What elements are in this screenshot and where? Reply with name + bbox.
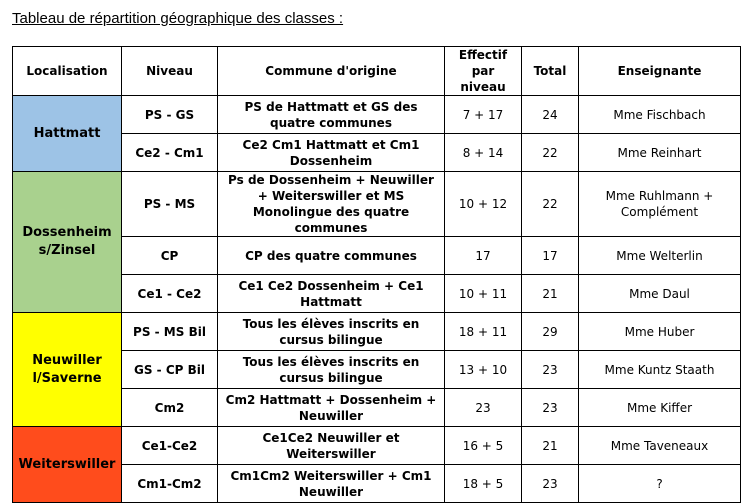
header-total: Total: [522, 47, 579, 96]
effectif-cell: 7 + 17: [445, 96, 522, 134]
niveau-cell: PS - MS Bil: [122, 313, 218, 351]
commune-cell: Tous les élèves inscrits en cursus bilingue: [218, 313, 445, 351]
effectif-cell: 10 + 12: [445, 172, 522, 237]
commune-cell: Ce2 Cm1 Hattmatt et Cm1 Dossenheim: [218, 134, 445, 172]
table-row: [13, 465, 741, 503]
header-localisation: Localisation: [13, 47, 122, 96]
enseignante-cell: Mme Taveneaux: [579, 427, 741, 465]
table-row: [13, 134, 741, 172]
enseignante-cell: Mme Reinhart: [579, 134, 741, 172]
table-row: [13, 237, 741, 275]
effectif-cell: 13 + 10: [445, 351, 522, 389]
effectif-cell: 18 + 11: [445, 313, 522, 351]
niveau-cell: Ce2 - Cm1: [122, 134, 218, 172]
table-row: [13, 172, 741, 237]
table-row: [13, 389, 741, 427]
effectif-cell: 17: [445, 237, 522, 275]
header-enseignante: Enseignante: [579, 47, 741, 96]
effectif-cell: 23: [445, 389, 522, 427]
total-cell: 22: [522, 172, 579, 237]
niveau-cell: GS - CP Bil: [122, 351, 218, 389]
commune-cell: Ce1Ce2 Neuwiller et Weiterswiller: [218, 427, 445, 465]
effectif-cell: 10 + 11: [445, 275, 522, 313]
commune-cell: Ce1 Ce2 Dossenheim + Ce1 Hattmatt: [218, 275, 445, 313]
total-cell: 23: [522, 351, 579, 389]
niveau-cell: Ce1 - Ce2: [122, 275, 218, 313]
enseignante-cell: Mme Ruhlmann + Complément: [579, 172, 741, 237]
header-commune: Commune d'origine: [218, 47, 445, 96]
niveau-cell: Ce1-Ce2: [122, 427, 218, 465]
niveau-cell: PS - GS: [122, 96, 218, 134]
enseignante-cell: Mme Kuntz Staath: [579, 351, 741, 389]
group-cell-hattmatt: Hattmatt: [13, 96, 122, 172]
header-row: [13, 47, 741, 96]
niveau-cell: CP: [122, 237, 218, 275]
niveau-cell: Cm1-Cm2: [122, 465, 218, 503]
total-cell: 24: [522, 96, 579, 134]
total-cell: 22: [522, 134, 579, 172]
table-row: [13, 427, 741, 465]
table-row: [13, 313, 741, 351]
commune-cell: Ps de Dossenheim + Neuwiller + Weiterswiller et MS Monolingue des quatre communes: [218, 172, 445, 237]
total-cell: 29: [522, 313, 579, 351]
total-cell: 17: [522, 237, 579, 275]
group-cell-neuwiller: Neuwiller l/Saverne: [13, 313, 122, 427]
group-cell-weiterswiller: Weiterswiller: [13, 427, 122, 503]
effectif-cell: 16 + 5: [445, 427, 522, 465]
enseignante-cell: ?: [579, 465, 741, 503]
enseignante-cell: Mme Huber: [579, 313, 741, 351]
effectif-cell: 18 + 5: [445, 465, 522, 503]
enseignante-cell: Mme Fischbach: [579, 96, 741, 134]
total-cell: 21: [522, 275, 579, 313]
total-cell: 21: [522, 427, 579, 465]
table-row: [13, 275, 741, 313]
table-row: [13, 96, 741, 134]
total-cell: 23: [522, 465, 579, 503]
commune-cell: CP des quatre communes: [218, 237, 445, 275]
niveau-cell: Cm2: [122, 389, 218, 427]
commune-cell: Tous les élèves inscrits en cursus bilingue: [218, 351, 445, 389]
total-cell: 23: [522, 389, 579, 427]
enseignante-cell: Mme Daul: [579, 275, 741, 313]
enseignante-cell: Mme Welterlin: [579, 237, 741, 275]
enseignante-cell: Mme Kiffer: [579, 389, 741, 427]
header-effectif: Effectif par niveau: [445, 47, 522, 96]
classes-table: [12, 46, 741, 503]
header-niveau: Niveau: [122, 47, 218, 96]
niveau-cell: PS - MS: [122, 172, 218, 237]
effectif-cell: 8 + 14: [445, 134, 522, 172]
table-row: [13, 351, 741, 389]
page-title: Tableau de répartition géographique des classes :: [12, 10, 344, 27]
commune-cell: Cm1Cm2 Weiterswiller + Cm1 Neuwiller: [218, 465, 445, 503]
commune-cell: Cm2 Hattmatt + Dossenheim + Neuwiller: [218, 389, 445, 427]
group-cell-dossenheim: Dossenheim s/Zinsel: [13, 172, 122, 313]
commune-cell: PS de Hattmatt et GS des quatre communes: [218, 96, 445, 134]
